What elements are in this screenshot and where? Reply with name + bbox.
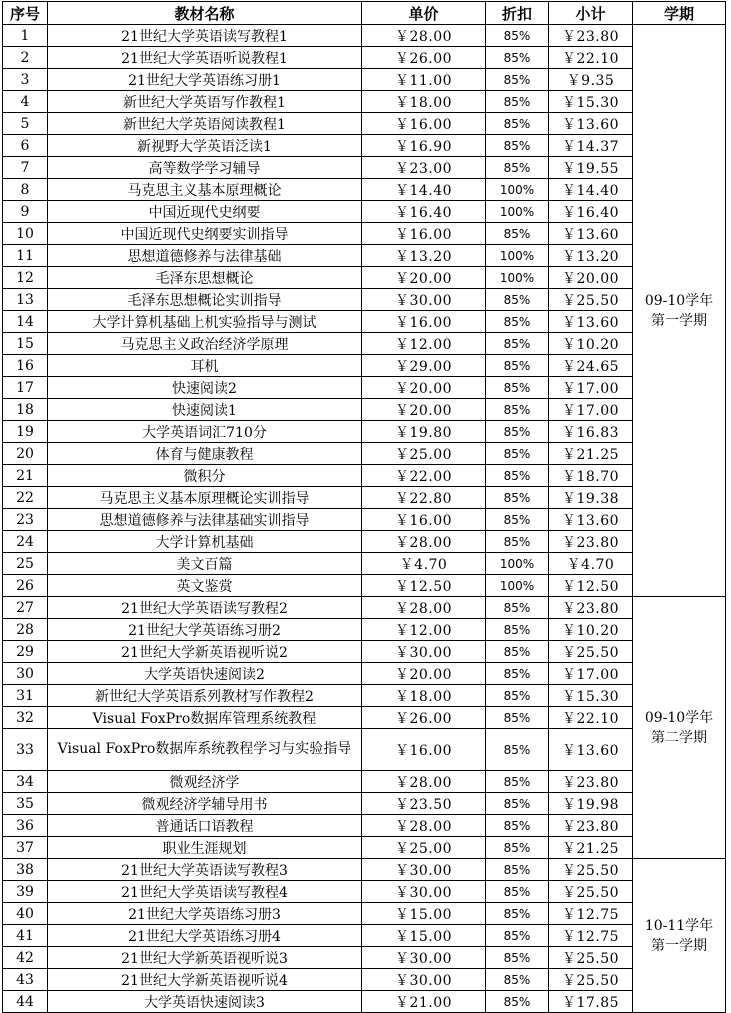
textbook-name: 微积分 xyxy=(48,465,362,487)
subtotal: ￥22.10 xyxy=(549,707,633,729)
discount-rate: 85% xyxy=(486,113,549,135)
textbook-name: 快速阅读2 xyxy=(48,377,362,399)
row-number: 8 xyxy=(3,179,48,201)
textbook-name: 马克思主义政治经济学原理 xyxy=(48,333,362,355)
subtotal: ￥9.35 xyxy=(549,69,633,91)
subtotal: ￥23.80 xyxy=(549,771,633,793)
textbook-name: 21世纪大学英语练习册4 xyxy=(48,925,362,947)
discount-rate: 100% xyxy=(486,201,549,223)
table-row xyxy=(3,663,726,685)
discount-rate: 85% xyxy=(486,223,549,245)
table-row xyxy=(3,881,726,903)
term-semester: 第一学期 xyxy=(651,312,707,329)
unit-price: ￥15.00 xyxy=(362,925,486,947)
table-row xyxy=(3,729,726,771)
row-number: 12 xyxy=(3,267,48,289)
discount-rate: 85% xyxy=(486,663,549,685)
subtotal: ￥17.85 xyxy=(549,991,633,1013)
subtotal: ￥12.75 xyxy=(549,903,633,925)
textbook-name: 21世纪大学英语听说教程1 xyxy=(48,47,362,69)
row-number: 16 xyxy=(3,355,48,377)
table-row xyxy=(3,333,726,355)
row-number: 4 xyxy=(3,91,48,113)
discount-rate: 100% xyxy=(486,245,549,267)
subtotal: ￥23.80 xyxy=(549,25,633,47)
table-row xyxy=(3,793,726,815)
discount-rate: 85% xyxy=(486,47,549,69)
term-year: 10-11学年 xyxy=(644,917,714,934)
textbook-name: 职业生涯规划 xyxy=(48,837,362,859)
subtotal: ￥16.40 xyxy=(549,201,633,223)
subtotal: ￥19.55 xyxy=(549,157,633,179)
subtotal: ￥4.70 xyxy=(549,553,633,575)
table-row xyxy=(3,25,726,47)
header-row xyxy=(3,2,726,25)
discount-rate: 85% xyxy=(486,25,549,47)
subtotal: ￥25.50 xyxy=(549,947,633,969)
table-row xyxy=(3,509,726,531)
table-row xyxy=(3,531,726,553)
subtotal: ￥13.60 xyxy=(549,113,633,135)
subtotal: ￥23.80 xyxy=(549,531,633,553)
table-row xyxy=(3,157,726,179)
textbook-name: 马克思主义基本原理概论 xyxy=(48,179,362,201)
subtotal: ￥23.80 xyxy=(549,815,633,837)
discount-rate: 85% xyxy=(486,443,549,465)
unit-price: ￥22.00 xyxy=(362,465,486,487)
textbook-name: 微观经济学辅导用书 xyxy=(48,793,362,815)
unit-price: ￥23.50 xyxy=(362,793,486,815)
discount-rate: 85% xyxy=(486,465,549,487)
term-year: 09-10学年 xyxy=(644,709,714,726)
discount-rate: 85% xyxy=(486,685,549,707)
unit-price: ￥28.00 xyxy=(362,25,486,47)
term-cell xyxy=(633,859,726,1013)
row-number: 39 xyxy=(3,881,48,903)
unit-price: ￥30.00 xyxy=(362,969,486,991)
discount-rate: 85% xyxy=(486,969,549,991)
unit-price: ￥16.00 xyxy=(362,113,486,135)
unit-price: ￥20.00 xyxy=(362,267,486,289)
term-year: 09-10学年 xyxy=(644,292,714,309)
row-number: 25 xyxy=(3,553,48,575)
textbook-name: 21世纪大学英语练习册2 xyxy=(48,619,362,641)
unit-price: ￥13.20 xyxy=(362,245,486,267)
textbook-name: 大学英语词汇710分 xyxy=(48,421,362,443)
row-number: 32 xyxy=(3,707,48,729)
header-no: 序号 xyxy=(3,2,48,25)
subtotal: ￥14.40 xyxy=(549,179,633,201)
unit-price: ￥26.00 xyxy=(362,47,486,69)
row-number: 5 xyxy=(3,113,48,135)
subtotal: ￥17.00 xyxy=(549,377,633,399)
table-row xyxy=(3,837,726,859)
subtotal: ￥15.30 xyxy=(549,91,633,113)
header-subtotal: 小计 xyxy=(549,2,633,25)
unit-price: ￥26.00 xyxy=(362,707,486,729)
discount-rate: 85% xyxy=(486,509,549,531)
textbook-name: 毛泽东思想概论 xyxy=(48,267,362,289)
unit-price: ￥16.00 xyxy=(362,223,486,245)
textbook-name: 大学英语快速阅读2 xyxy=(48,663,362,685)
unit-price: ￥11.00 xyxy=(362,69,486,91)
textbook-name: 中国近现代史纲要 xyxy=(48,201,362,223)
discount-rate: 85% xyxy=(486,69,549,91)
textbook-name: 毛泽东思想概论实训指导 xyxy=(48,289,362,311)
subtotal: ￥25.50 xyxy=(549,969,633,991)
discount-rate: 85% xyxy=(486,399,549,421)
subtotal: ￥22.10 xyxy=(549,47,633,69)
textbook-name: 思想道德修养与法律基础 xyxy=(48,245,362,267)
unit-price: ￥16.90 xyxy=(362,135,486,157)
row-number: 35 xyxy=(3,793,48,815)
unit-price: ￥19.80 xyxy=(362,421,486,443)
unit-price: ￥30.00 xyxy=(362,289,486,311)
textbook-name: 普通话口语教程 xyxy=(48,815,362,837)
discount-rate: 85% xyxy=(486,311,549,333)
unit-price: ￥21.00 xyxy=(362,991,486,1013)
table-row xyxy=(3,641,726,663)
unit-price: ￥28.00 xyxy=(362,597,486,619)
subtotal: ￥25.50 xyxy=(549,881,633,903)
unit-price: ￥16.00 xyxy=(362,311,486,333)
unit-price: ￥20.00 xyxy=(362,399,486,421)
unit-price: ￥4.70 xyxy=(362,553,486,575)
textbook-name: 21世纪大学英语练习册1 xyxy=(48,69,362,91)
row-number: 9 xyxy=(3,201,48,223)
table-row xyxy=(3,113,726,135)
table-row xyxy=(3,377,726,399)
discount-rate: 85% xyxy=(486,859,549,881)
unit-price: ￥14.40 xyxy=(362,179,486,201)
table-row xyxy=(3,443,726,465)
discount-rate: 85% xyxy=(486,619,549,641)
discount-rate: 85% xyxy=(486,729,549,771)
discount-rate: 85% xyxy=(486,707,549,729)
table-row xyxy=(3,421,726,443)
row-number: 36 xyxy=(3,815,48,837)
term-cell xyxy=(633,597,726,859)
row-number: 11 xyxy=(3,245,48,267)
table-row xyxy=(3,267,726,289)
row-number: 43 xyxy=(3,969,48,991)
row-number: 41 xyxy=(3,925,48,947)
subtotal: ￥21.25 xyxy=(549,443,633,465)
header-price: 单价 xyxy=(362,2,486,25)
table-row xyxy=(3,815,726,837)
textbook-name: 中国近现代史纲要实训指导 xyxy=(48,223,362,245)
header-name: 教材名称 xyxy=(48,2,362,25)
table-row xyxy=(3,201,726,223)
row-number: 37 xyxy=(3,837,48,859)
discount-rate: 85% xyxy=(486,991,549,1013)
subtotal: ￥20.00 xyxy=(549,267,633,289)
textbook-name: 21世纪大学新英语视听说3 xyxy=(48,947,362,969)
textbook-name: Visual FoxPro数据库管理系统教程 xyxy=(48,707,362,729)
row-number: 27 xyxy=(3,597,48,619)
unit-price: ￥22.80 xyxy=(362,487,486,509)
row-number: 3 xyxy=(3,69,48,91)
table-row xyxy=(3,311,726,333)
discount-rate: 85% xyxy=(486,487,549,509)
table-row xyxy=(3,947,726,969)
subtotal: ￥13.60 xyxy=(549,509,633,531)
subtotal: ￥21.25 xyxy=(549,837,633,859)
row-number: 26 xyxy=(3,575,48,597)
table-row xyxy=(3,289,726,311)
table-body xyxy=(3,25,726,1013)
header-term: 学期 xyxy=(633,2,726,25)
textbook-name: 新世纪大学英语阅读教程1 xyxy=(48,113,362,135)
textbook-name: 大学英语快速阅读3 xyxy=(48,991,362,1013)
discount-rate: 85% xyxy=(486,793,549,815)
discount-rate: 100% xyxy=(486,179,549,201)
unit-price: ￥16.00 xyxy=(362,729,486,771)
table-row xyxy=(3,465,726,487)
unit-price: ￥30.00 xyxy=(362,881,486,903)
row-number: 29 xyxy=(3,641,48,663)
row-number: 13 xyxy=(3,289,48,311)
term-semester: 第一学期 xyxy=(651,937,707,954)
subtotal: ￥13.60 xyxy=(549,729,633,771)
table-row xyxy=(3,553,726,575)
table-row xyxy=(3,487,726,509)
row-number: 30 xyxy=(3,663,48,685)
textbook-name: Visual FoxPro数据库系统教程学习与实验指导 xyxy=(48,729,362,771)
table-row xyxy=(3,685,726,707)
table-row xyxy=(3,69,726,91)
subtotal: ￥16.83 xyxy=(549,421,633,443)
textbook-name: 新世纪大学英语写作教程1 xyxy=(48,91,362,113)
row-number: 18 xyxy=(3,399,48,421)
unit-price: ￥12.00 xyxy=(362,333,486,355)
discount-rate: 100% xyxy=(486,553,549,575)
row-number: 14 xyxy=(3,311,48,333)
discount-rate: 85% xyxy=(486,641,549,663)
row-number: 19 xyxy=(3,421,48,443)
subtotal: ￥24.65 xyxy=(549,355,633,377)
textbook-table xyxy=(2,1,726,1013)
unit-price: ￥30.00 xyxy=(362,641,486,663)
discount-rate: 85% xyxy=(486,157,549,179)
table-row xyxy=(3,575,726,597)
discount-rate: 85% xyxy=(486,947,549,969)
discount-rate: 85% xyxy=(486,135,549,157)
row-number: 28 xyxy=(3,619,48,641)
row-number: 40 xyxy=(3,903,48,925)
textbook-name: 21世纪大学英语读写教程1 xyxy=(48,25,362,47)
discount-rate: 85% xyxy=(486,837,549,859)
table-row xyxy=(3,859,726,881)
textbook-name: 新世纪大学英语系列教材写作教程2 xyxy=(48,685,362,707)
textbook-name: 21世纪大学英语读写教程4 xyxy=(48,881,362,903)
discount-rate: 100% xyxy=(486,575,549,597)
textbook-name: 英文鉴赏 xyxy=(48,575,362,597)
row-number: 17 xyxy=(3,377,48,399)
discount-rate: 85% xyxy=(486,531,549,553)
row-number: 44 xyxy=(3,991,48,1013)
row-number: 1 xyxy=(3,25,48,47)
discount-rate: 85% xyxy=(486,903,549,925)
textbook-name: 微观经济学 xyxy=(48,771,362,793)
textbook-name: 大学计算机基础 xyxy=(48,531,362,553)
unit-price: ￥20.00 xyxy=(362,663,486,685)
textbook-name: 21世纪大学新英语视听说4 xyxy=(48,969,362,991)
unit-price: ￥29.00 xyxy=(362,355,486,377)
table-row xyxy=(3,135,726,157)
subtotal: ￥13.60 xyxy=(549,311,633,333)
row-number: 15 xyxy=(3,333,48,355)
row-number: 7 xyxy=(3,157,48,179)
textbook-name: 大学计算机基础上机实验指导与测试 xyxy=(48,311,362,333)
unit-price: ￥28.00 xyxy=(362,771,486,793)
table-row xyxy=(3,771,726,793)
discount-rate: 85% xyxy=(486,771,549,793)
subtotal: ￥25.50 xyxy=(549,859,633,881)
unit-price: ￥28.00 xyxy=(362,815,486,837)
unit-price: ￥25.00 xyxy=(362,443,486,465)
table-row xyxy=(3,355,726,377)
table-row xyxy=(3,47,726,69)
subtotal: ￥18.70 xyxy=(549,465,633,487)
subtotal: ￥17.00 xyxy=(549,399,633,421)
subtotal: ￥13.60 xyxy=(549,223,633,245)
row-number: 38 xyxy=(3,859,48,881)
table-row xyxy=(3,597,726,619)
unit-price: ￥12.00 xyxy=(362,619,486,641)
table-row xyxy=(3,223,726,245)
unit-price: ￥15.00 xyxy=(362,903,486,925)
discount-rate: 85% xyxy=(486,421,549,443)
subtotal: ￥19.98 xyxy=(549,793,633,815)
unit-price: ￥28.00 xyxy=(362,531,486,553)
discount-rate: 85% xyxy=(486,925,549,947)
textbook-name: 21世纪大学英语读写教程3 xyxy=(48,859,362,881)
subtotal: ￥17.00 xyxy=(549,663,633,685)
row-number: 20 xyxy=(3,443,48,465)
table-row xyxy=(3,399,726,421)
table-row xyxy=(3,991,726,1013)
textbook-name: 思想道德修养与法律基础实训指导 xyxy=(48,509,362,531)
unit-price: ￥12.50 xyxy=(362,575,486,597)
discount-rate: 85% xyxy=(486,91,549,113)
textbook-name: 高等数学学习辅导 xyxy=(48,157,362,179)
row-number: 42 xyxy=(3,947,48,969)
subtotal: ￥12.50 xyxy=(549,575,633,597)
textbook-name: 21世纪大学新英语视听说2 xyxy=(48,641,362,663)
textbook-name: 新视野大学英语泛读1 xyxy=(48,135,362,157)
table-row xyxy=(3,179,726,201)
row-number: 23 xyxy=(3,509,48,531)
textbook-name: 21世纪大学英语练习册3 xyxy=(48,903,362,925)
row-number: 21 xyxy=(3,465,48,487)
subtotal: ￥15.30 xyxy=(549,685,633,707)
table-row xyxy=(3,619,726,641)
subtotal: ￥10.20 xyxy=(549,619,633,641)
discount-rate: 85% xyxy=(486,815,549,837)
table-row xyxy=(3,91,726,113)
row-number: 34 xyxy=(3,771,48,793)
row-number: 2 xyxy=(3,47,48,69)
subtotal: ￥14.37 xyxy=(549,135,633,157)
discount-rate: 85% xyxy=(486,377,549,399)
unit-price: ￥16.40 xyxy=(362,201,486,223)
row-number: 24 xyxy=(3,531,48,553)
subtotal: ￥10.20 xyxy=(549,333,633,355)
unit-price: ￥23.00 xyxy=(362,157,486,179)
unit-price: ￥18.00 xyxy=(362,685,486,707)
row-number: 33 xyxy=(3,729,48,771)
discount-rate: 85% xyxy=(486,597,549,619)
unit-price: ￥16.00 xyxy=(362,509,486,531)
row-number: 6 xyxy=(3,135,48,157)
header-discount: 折扣 xyxy=(486,2,549,25)
subtotal: ￥25.50 xyxy=(549,641,633,663)
textbook-name: 21世纪大学英语读写教程2 xyxy=(48,597,362,619)
unit-price: ￥18.00 xyxy=(362,91,486,113)
subtotal: ￥25.50 xyxy=(549,289,633,311)
unit-price: ￥30.00 xyxy=(362,859,486,881)
unit-price: ￥25.00 xyxy=(362,837,486,859)
term-cell xyxy=(633,25,726,597)
unit-price: ￥30.00 xyxy=(362,947,486,969)
discount-rate: 85% xyxy=(486,289,549,311)
textbook-name: 美文百篇 xyxy=(48,553,362,575)
term-semester: 第二学期 xyxy=(651,729,707,746)
textbook-name: 耳机 xyxy=(48,355,362,377)
discount-rate: 100% xyxy=(486,267,549,289)
table-row xyxy=(3,707,726,729)
table-row xyxy=(3,925,726,947)
row-number: 10 xyxy=(3,223,48,245)
subtotal: ￥19.38 xyxy=(549,487,633,509)
table-row xyxy=(3,903,726,925)
subtotal: ￥12.75 xyxy=(549,925,633,947)
discount-rate: 85% xyxy=(486,333,549,355)
discount-rate: 85% xyxy=(486,355,549,377)
row-number: 31 xyxy=(3,685,48,707)
table-row xyxy=(3,245,726,267)
subtotal: ￥23.80 xyxy=(549,597,633,619)
subtotal: ￥13.20 xyxy=(549,245,633,267)
table-row xyxy=(3,969,726,991)
row-number: 22 xyxy=(3,487,48,509)
textbook-name: 快速阅读1 xyxy=(48,399,362,421)
textbook-name: 马克思主义基本原理概论实训指导 xyxy=(48,487,362,509)
discount-rate: 85% xyxy=(486,881,549,903)
textbook-name: 体育与健康教程 xyxy=(48,443,362,465)
unit-price: ￥20.00 xyxy=(362,377,486,399)
